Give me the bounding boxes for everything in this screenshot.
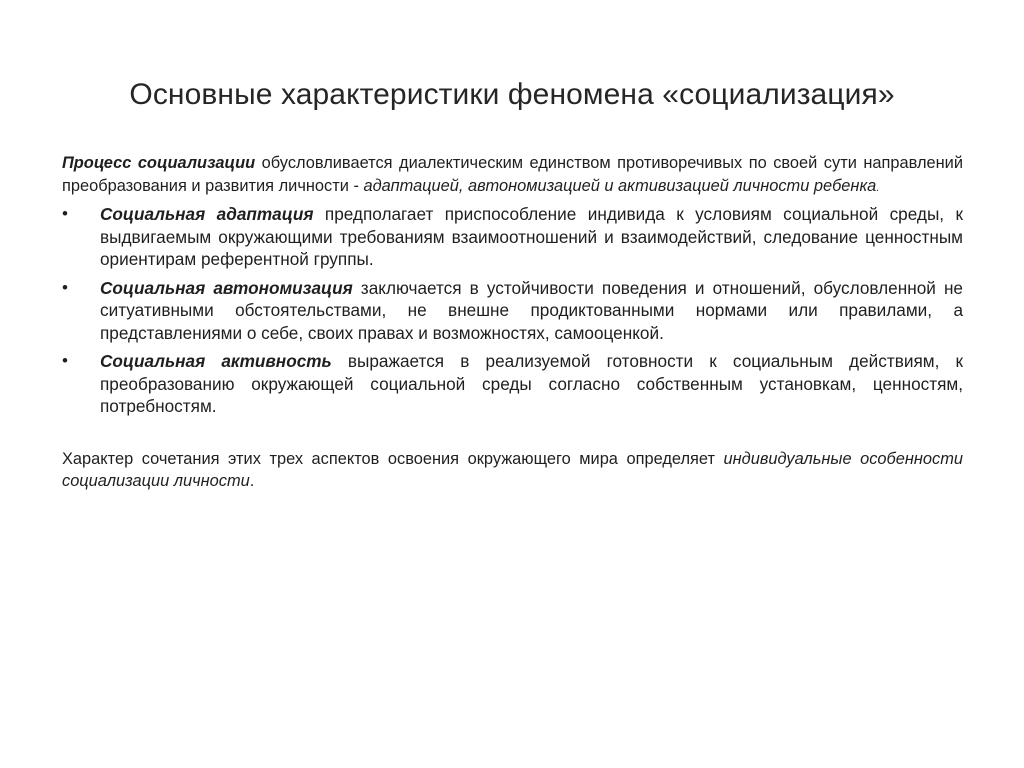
intro-text: обусловливается диалектическим единством противоречивых по своей сути направлений преобразования и развития личности - — [62, 154, 963, 195]
bullet-item-adaptation — [62, 203, 963, 271]
bullet-term: Социальная автономизация — [100, 277, 353, 298]
bullet-icon: • — [62, 351, 68, 370]
bullet-icon: • — [62, 204, 68, 223]
intro-paragraph — [62, 152, 963, 199]
intro-italic: адаптацией, автономизацией и активизацией личности ребенка — [363, 176, 877, 195]
bullet-item-autonomization — [62, 277, 963, 345]
bullet-icon: • — [62, 277, 68, 297]
bullet-text: выражается в реализуемой готовности к социальным действиям, к преобразованию окружающей социальной среды согласно собственным установкам, ценностям, потребностям. — [100, 351, 964, 416]
conclusion-text: Характер сочетания этих трех аспектов освоения окружающего мира определяет — [62, 449, 724, 468]
intro-term: Процесс социализации — [62, 154, 256, 172]
slide-title: Основные характеристики феномена «социализация» — [129, 78, 895, 111]
bullet-term: Социальная активность — [100, 351, 332, 371]
slide-content — [62, 152, 963, 493]
bullet-item-activity — [62, 350, 963, 418]
bullet-text: заключается в устойчивости поведения и отношений, обусловленной не ситуативными обстоятельствами, не внешне продиктованными нормами или правилами, а представлениями о себе, своих правах и возможностях, самооценкой. — [100, 277, 963, 343]
intro-end: . — [876, 181, 880, 194]
conclusion-paragraph — [62, 448, 963, 493]
conclusion-italic: индивидуальные особенности социализации личности — [62, 449, 963, 490]
bullet-term: Социальная адаптация — [100, 204, 314, 224]
bullet-text: предполагает приспособление индивида к условиям социальной среды, к выдвигаемым окружающими требованиям взаимоотношений и взаимодействий, следование ценностным ориентирам референтной группы. — [100, 204, 963, 269]
conclusion-end: . — [249, 472, 255, 490]
bullet-list — [62, 203, 963, 418]
